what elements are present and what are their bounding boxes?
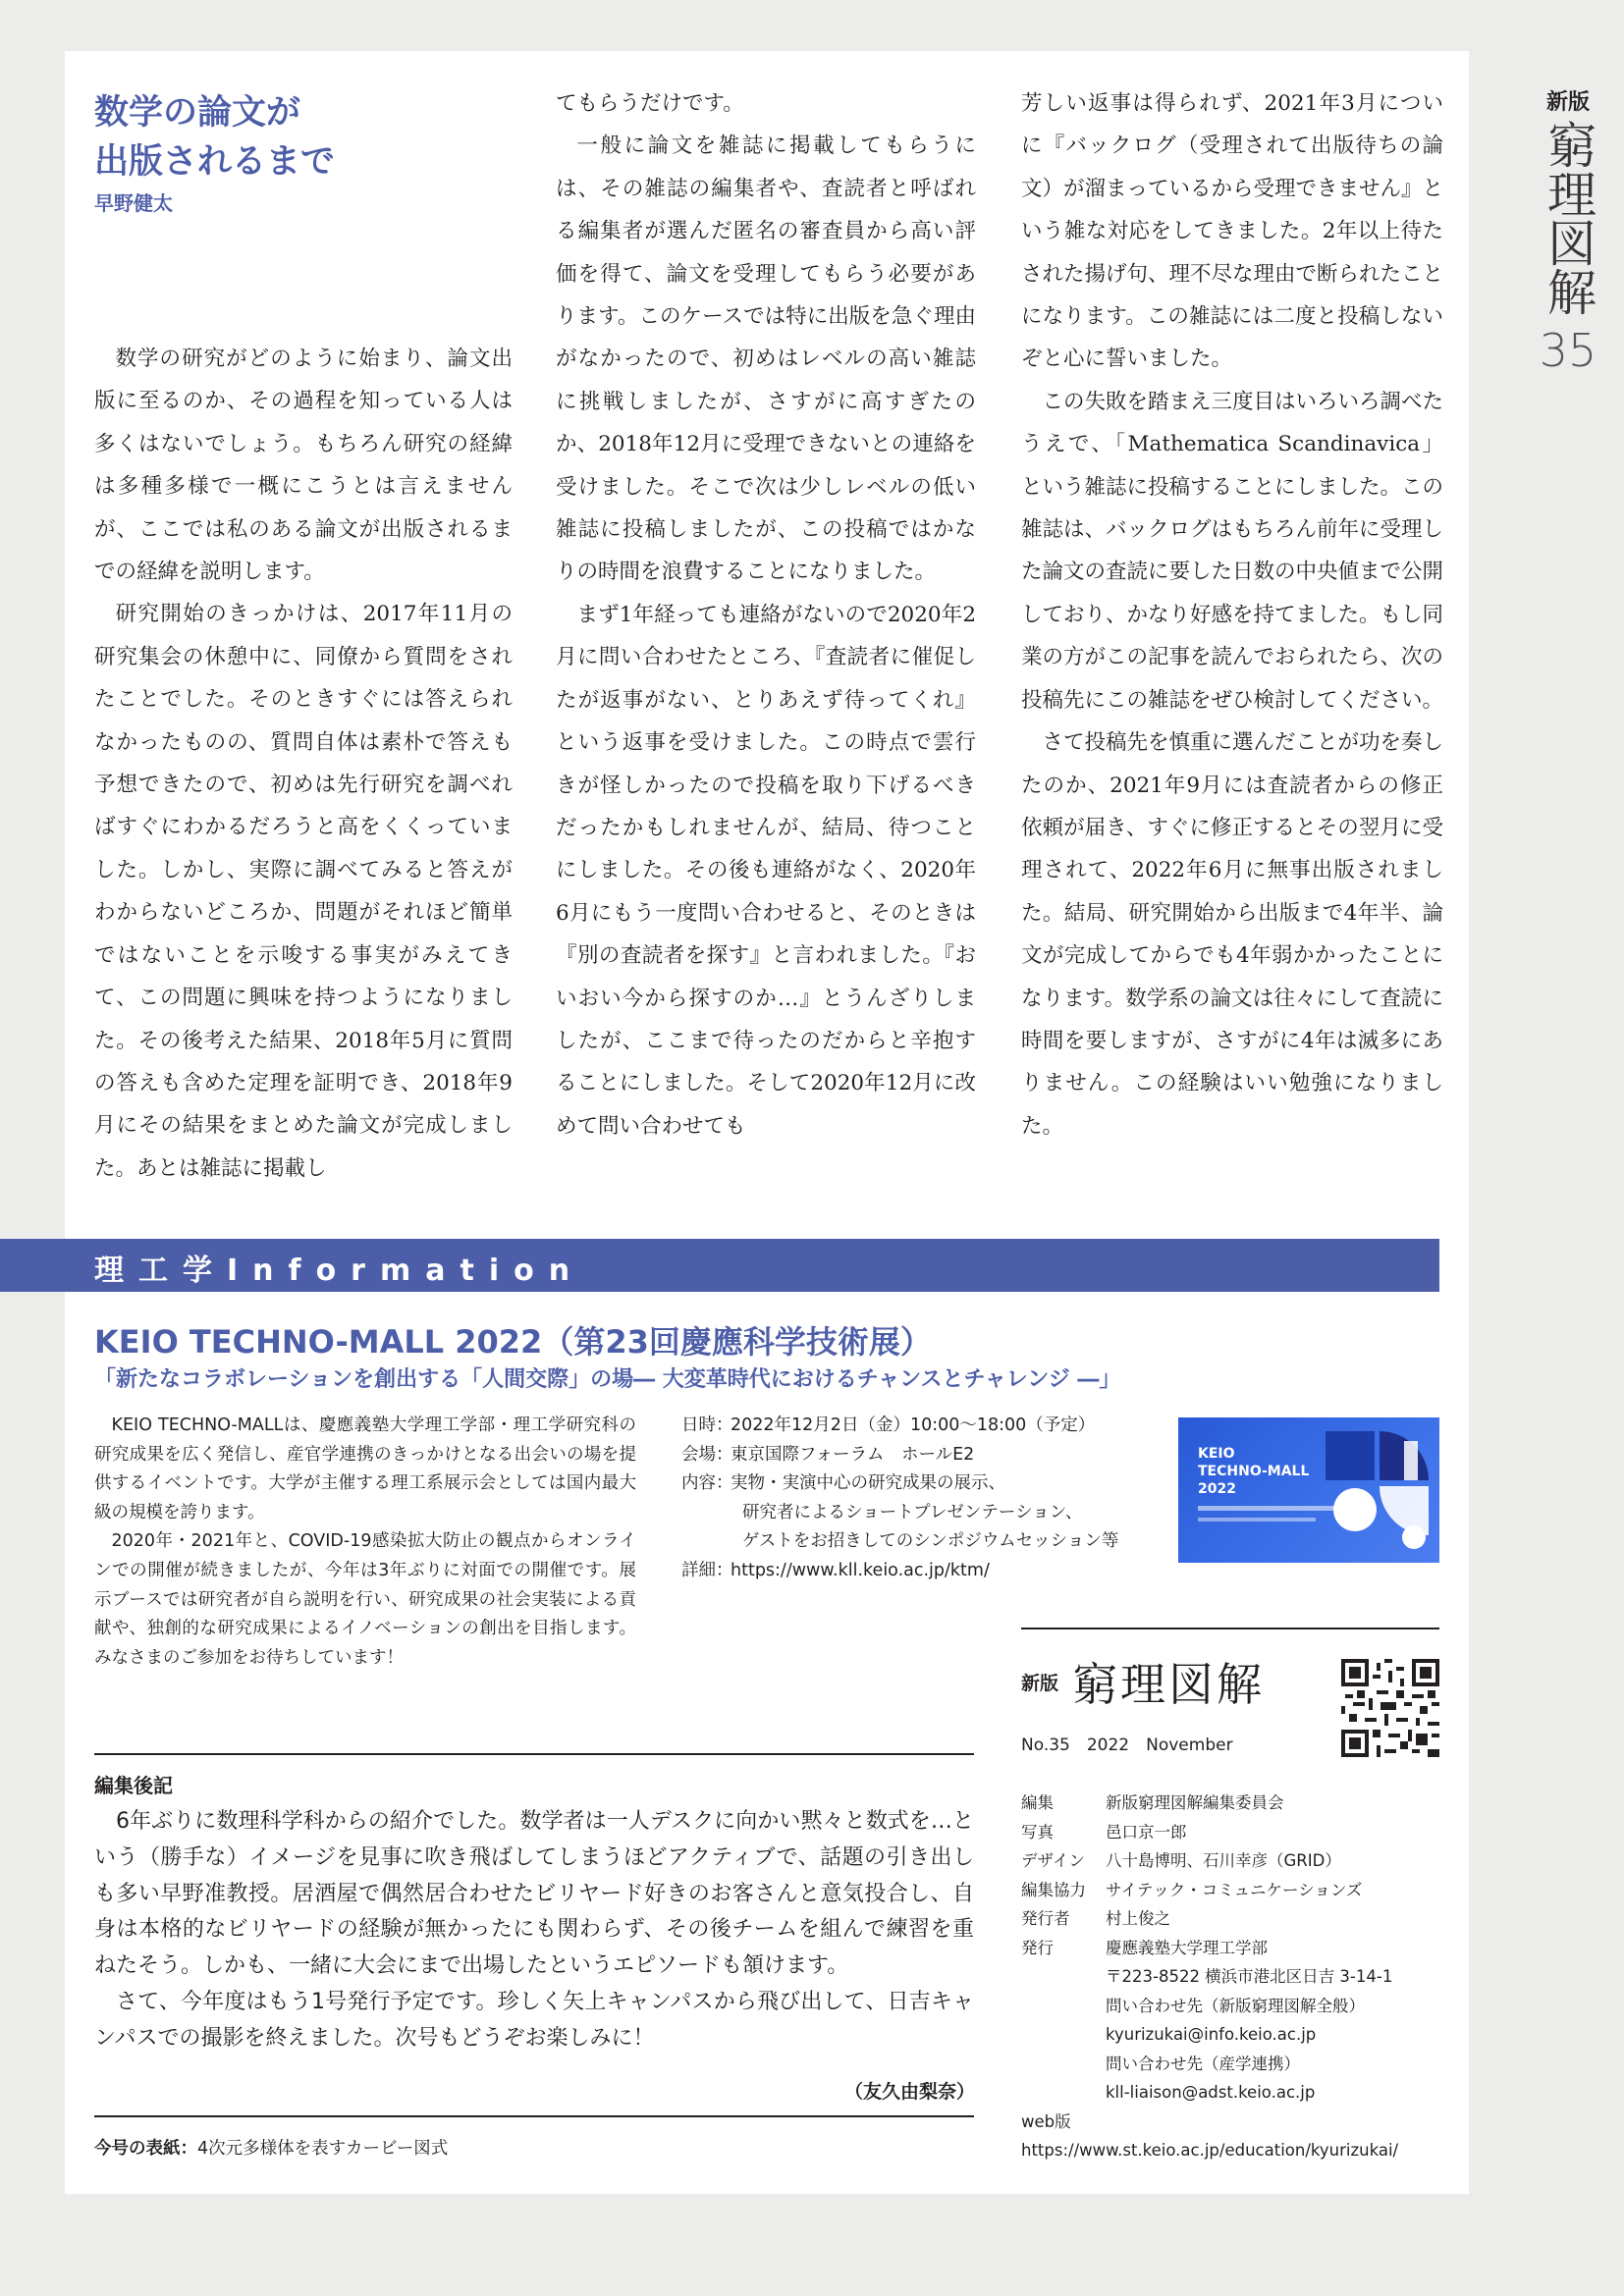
poster-text-bar	[1198, 1506, 1335, 1511]
running-title-main: 窮理図解	[1540, 120, 1597, 316]
editorial-body	[94, 1804, 974, 2057]
paragraph: 2020年・2021年と、COVID-19感染拡大防止の観点からオンラインでの開催が続きましたが、今年は3年ぶりに対面での開催です。展示ブースでは研究者が自ら説明を行い、研究成果の社会実装による貢献や、独創的な研究成果によるイノベーションの創出を目指します。みなさまのご参加をお待ちしています！	[94, 1531, 636, 1668]
event-date-label: 日時：	[681, 1415, 733, 1435]
information-band	[0, 1239, 1439, 1292]
web-version-label: web版	[1021, 2111, 1071, 2131]
credit-label: 発行者	[1021, 1909, 1070, 1928]
credit-row	[1021, 1904, 1443, 1934]
paragraph: まず1年経っても連絡がないので2020年2月に問い合わせたところ、『査読者に催促したが返事がない、とりあえず待ってくれ』という返事を受けました。この時点で雲行きが怪しかったので投稿を取り下げるべきだったかもしれませんが、結局、待つことにしました。その後も連絡がなく、2020年6月にもう一度問い合わせると、そのときは『別の査読者を探す』と言われました。『おいおい今から探すのか…』とうんざりしましたが、ここまで待ったのだからと辛抱することにしました。そして2020年12月に改めて問い合わせても	[556, 602, 976, 1139]
event-details	[681, 1412, 1153, 1586]
credit-label: 編集	[1021, 1793, 1054, 1812]
paragraph: 6年ぶりに数理科学科からの紹介でした。数学者は一人デスクに向かい黙々と数式を…という（勝手な）イメージを見事に吹き飛ばしてしまうほどアクティブで、話題の引き出しも多い早野准教授。居酒屋で偶然居合わせたビリヤード好きのお客さんと意気投合し、自身は本格的なビリヤードの経験が無かったにも関わらず、その後チームを組んで練習を重ねたそう。しかも、一緒に大会にまで出場したというエピソードも頷けます。	[94, 1809, 974, 1979]
article-title	[94, 88, 335, 187]
event-date-row	[681, 1412, 1153, 1441]
credit-label: 編集協力	[1021, 1880, 1086, 1899]
paragraph: KEIO TECHNO-MALLは、慶應義塾大学理工学部・理工学研究科の研究成果を広く発信し、産官学連携のきっかけとなる出会いの場を提供するイベントです。大学が主催する理工系展示会としては国内最大級の規模を誇ります。	[94, 1415, 636, 1522]
credit-value: 邑口京一郎	[1106, 1822, 1187, 1842]
credit-label: 写真	[1021, 1822, 1054, 1842]
paragraph: てもらうだけです。	[556, 91, 744, 116]
paragraph: 数学の研究がどのように始まり、論文出版に至るのか、その過程を知っている人は多くはないでしょう。もちろん研究の経緯は多種多様で一概にこうとは言えませんが、ここでは私のある論文が出版されるまでの経緯を説明します。	[94, 347, 513, 585]
event-poster-text	[1198, 1445, 1309, 1498]
credit-value: サイテック・コミュニケーションズ	[1106, 1880, 1363, 1899]
event-content-line: ゲストをお招きしてのシンポジウムセッション等	[742, 1531, 1119, 1552]
poster-graphic	[1326, 1431, 1434, 1553]
article-title-line-1: 数学の論文が	[94, 93, 301, 133]
event-venue-label: 会場：	[681, 1444, 733, 1465]
paragraph: この失敗を踏まえ三度目はいろいろ調べたうえで、「Mathematica Scandinavica」という雑誌に投稿することにしました。この雑誌は、バックログはもちろん前年に受理した論文の査読に要した日数の中央値まで公開しており、かなり好感を持てました。もし同業の方がこの記事を読んでおられたら、次の投稿先にこの雑誌をぜひ検討してください。	[1021, 389, 1444, 713]
colophon-credits	[1021, 1789, 1443, 2165]
colophon-logo-small: 新版	[1021, 1672, 1059, 1694]
event-content-line: 研究者によるショートプレゼンテーション、	[742, 1502, 1083, 1522]
article-column-3	[1021, 82, 1443, 1148]
issue-number: No.35 2022 November	[1021, 1735, 1233, 1755]
event-description	[94, 1412, 636, 1673]
article-author: 早野健太	[94, 191, 173, 215]
event-content-line: 実物・実演中心の研究成果の展示、	[731, 1473, 1005, 1494]
paragraph: 一般に論文を雑誌に掲載してもらうには、その雑誌の編集者や、査読者と呼ばれる編集者が選んだ匿名の審査員から高い評価を得て、論文を受理してもらう必要があります。このケースでは特に出版を急ぐ理由がなかったので、初めはレベルの高い雑誌に挑戦しましたが、さすがに高すぎたのか、2018年12月に受理できないとの連絡を受けました。そこで次は少しレベルの低い雑誌に投稿しましたが、この投稿ではかなりの時間を浪費することになりました。	[556, 133, 976, 585]
event-url-label: 詳細：	[681, 1560, 733, 1580]
event-subtitle: 「新たなコラボレーションを創出する「人間交際」の場― 大変革時代におけるチャンスとチャレンジ ―」	[94, 1367, 1121, 1392]
article-title-line-2: 出版されるまで	[94, 142, 336, 182]
poster-line: 2022	[1198, 1481, 1236, 1497]
event-url-row	[681, 1557, 1153, 1586]
credit-value: 村上俊之	[1106, 1909, 1170, 1928]
poster-line: KEIO	[1198, 1446, 1235, 1462]
information-band-label: 理工学Information	[94, 1254, 585, 1288]
credit-value: 八十島博明、石川幸彦（GRID）	[1106, 1851, 1341, 1870]
cover-note	[94, 2135, 448, 2160]
poster-text-bar	[1198, 1518, 1316, 1522]
event-title: KEIO TECHNO-MALL 2022（第23回慶應科学技術展）	[94, 1323, 932, 1361]
credit-label: 発行	[1021, 1938, 1054, 1957]
running-title-small: 新版	[1545, 90, 1590, 115]
paragraph: 研究開始のきっかけは、2017年11月の研究集会の休憩中に、同僚から質問をされたことでした。そのときすぐには答えられなかったものの、質問自体は素朴で答えも予想できたので、初めは先行研究を調べればすぐにわかるだろうと高をくくっていました。しかし、実際に調べてみると答えがわからないどころか、問題がそれほど簡単ではないことを示唆する事実がみえてきて、この問題に興味を持つようになりました。その後考えた結果、2018年5月に質問の答えも含めた定理を証明でき、2018年9月にその結果をまとめた論文が完成しました。あとは雑誌に掲載し	[94, 602, 513, 1181]
credit-value: 慶應義塾大学理工学部	[1106, 1938, 1268, 1957]
credit-value: 新版窮理図解編集委員会	[1106, 1793, 1284, 1812]
colophon-logo	[1021, 1649, 1265, 1714]
event-venue-row	[681, 1441, 1153, 1470]
contact-general-label: 問い合わせ先（新版窮理図解全般）	[1106, 1996, 1365, 2015]
event-url-link[interactable]: https://www.kll.keio.ac.jp/ktm/	[731, 1560, 990, 1580]
credit-row	[1021, 1789, 1443, 1818]
editorial-signature: （友久由梨奈）	[844, 2081, 976, 2103]
credit-row	[1021, 1876, 1443, 1905]
editorial-top-rule	[94, 1753, 974, 1755]
event-venue: 東京国際フォーラム ホールE2	[731, 1444, 975, 1465]
qr-code-icon[interactable]	[1341, 1659, 1439, 1757]
event-content-row	[681, 1469, 1153, 1499]
article-column-2	[556, 82, 976, 1148]
running-title	[1524, 90, 1612, 377]
contact-industry-label: 問い合わせ先（産学連携）	[1106, 2054, 1300, 2073]
paragraph: さて、今年度はもう1号発行予定です。珍しく矢上キャンパスから飛び出して、日吉キャンパスでの撮影を終えました。次号もどうぞお楽しみに！	[94, 1989, 974, 2051]
paragraph: 芳しい返事は得られず、2021年3月についに『バックログ（受理されて出版待ちの論文）が溜まっているから受理できません』という雑な対応をしてきました。2年以上待たされた揚げ句、理不尽な理由で断られたことになります。この雑誌には二度と投稿しないぞと心に誓いました。	[1021, 91, 1444, 372]
event-poster-image	[1178, 1417, 1439, 1563]
publisher-address: 〒223-8522 横浜市港北区日吉 3-14-1	[1106, 1967, 1393, 1986]
colophon-rule	[1021, 1628, 1439, 1629]
editorial-bottom-rule	[94, 2115, 974, 2117]
contact-industry-email[interactable]: kll-liaison@adst.keio.ac.jp	[1106, 2083, 1316, 2102]
article-column-1	[94, 338, 513, 1190]
cover-note-value: 4次元多様体を表すカービー図式	[197, 2139, 449, 2159]
credit-row	[1021, 1846, 1443, 1876]
poster-line: TECHNO-MALL	[1198, 1464, 1310, 1479]
paragraph: さて投稿先を慎重に選んだことが功を奏したのか、2021年9月には査読者からの修正依頼が届き、すぐに修正するとその翌月に受理されて、2022年6月に無事出版されました。結局、研究開始から出版まで4年半、論文が完成してからでも4年弱かかったことになります。数学系の論文は往々にして査読に時間を要しますが、さすがに4年は滅多にありません。この経験はいい勉強になりました。	[1021, 730, 1444, 1139]
editorial-heading: 編集後記	[94, 1774, 173, 1797]
page-number: 35	[1539, 324, 1597, 377]
contact-general-email[interactable]: kyurizukai@info.keio.ac.jp	[1106, 2025, 1317, 2044]
credit-row	[1021, 1934, 1443, 1963]
credit-row	[1021, 1818, 1443, 1847]
colophon-logo-large: 窮理図解	[1072, 1658, 1266, 1711]
event-date: 2022年12月2日（金）10:00〜18:00（予定）	[731, 1415, 1096, 1435]
web-version-link[interactable]: https://www.st.keio.ac.jp/education/kyurizukai/	[1021, 2141, 1399, 2160]
event-content-label: 内容：	[681, 1473, 733, 1494]
cover-note-label: 今号の表紙：	[94, 2139, 197, 2159]
credit-label: デザイン	[1021, 1851, 1085, 1870]
